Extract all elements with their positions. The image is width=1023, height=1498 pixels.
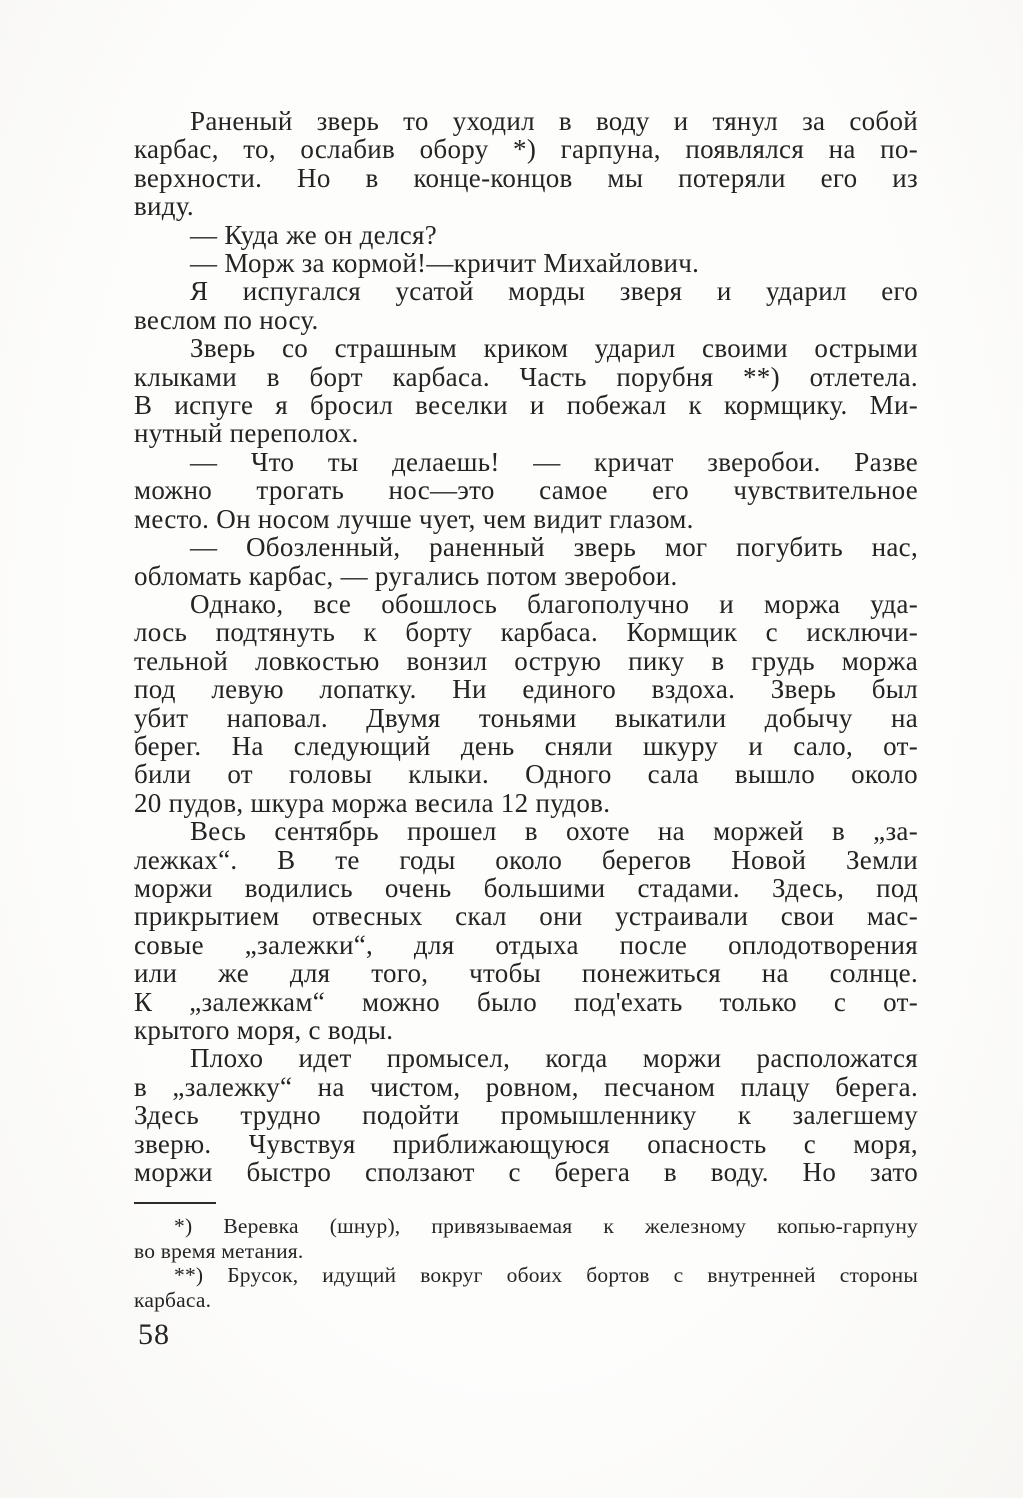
paragraph (134, 448, 918, 533)
text-line: Я испугался усатой морды зверя и ударил его (190, 276, 918, 307)
text-line: Зверь со страшным криком ударил своими острыми (190, 333, 918, 364)
paragraph (134, 1263, 918, 1312)
text-line: убит наповал. Двумя тоньями выкатили добычу на (134, 702, 918, 733)
text-line: Плохо идет промысел, когда моржи расположатся (190, 1043, 918, 1074)
paragraph (134, 277, 918, 334)
text-line: тельной ловкостью вонзил острую пику в грудь моржа (134, 645, 918, 676)
paragraph (134, 221, 918, 249)
text-line: моржи быстро сползают с берега в воду. Но зато (134, 1157, 918, 1188)
text-line: — Что ты делаешь! — кричат зверобои. Разве (190, 446, 918, 477)
text-line: Весь сентябрь прошел в охоте на моржей в „за- (190, 816, 918, 847)
text-line: место. Он носом лучше чует, чем видит глазом. (134, 503, 694, 534)
text-line: — Обозленный, раненный зверь мог погубить нас, (190, 532, 918, 563)
text-line: верхности. Но в конце-концов мы потеряли его из (134, 162, 918, 193)
text-line: били от головы клыки. Одного сала вышло около (134, 759, 918, 790)
text-line: моржи водились очень большими стадами. Здесь, под (134, 872, 918, 903)
text-line: нутный переполох. (134, 418, 359, 449)
paragraph (134, 334, 918, 448)
text-line: зверю. Чувствуя приближающуюся опасность с моря, (134, 1128, 918, 1159)
paragraph (134, 249, 918, 277)
page-body (134, 107, 918, 1186)
text-line: совые „залежки“, для отдыха после оплодотворения (134, 929, 918, 960)
text-line: веслом по носу. (134, 304, 319, 335)
paragraph (134, 590, 918, 817)
text-line: под левую лопатку. Ни единого вздоха. Зверь был (134, 674, 918, 705)
text-line: Раненый зверь то уходил в воду и тянул за собой (190, 106, 918, 136)
text-line: **) Брусок, идущий вокруг обоих бортов с внутренней стороны (174, 1263, 918, 1287)
text-line: *) Веревка (шнур), привязываемая к железному копью-гарпуну (174, 1214, 918, 1238)
text-line: Здесь трудно подойти промышленнику к залегшему (134, 1100, 918, 1131)
paragraph (134, 107, 918, 221)
footnote-separator (134, 1202, 216, 1204)
text-line: лежках“. В те годы около берегов Новой Земли (134, 844, 918, 875)
text-line: — Куда же он делся? (190, 219, 438, 250)
text-line: — Морж за кормой!—кричит Михайлович. (190, 248, 700, 279)
text-line: Однако, все обошлось благополучно и моржа уда- (190, 588, 918, 619)
text-line: клыками в борт карбаса. Часть порубня **) отлетела. (134, 361, 918, 392)
footnotes (134, 1214, 918, 1312)
text-line: К „залежкам“ можно было под'ехать только с от- (134, 986, 918, 1017)
page-number: 58 (138, 1318, 170, 1351)
text-line: или же для того, чтобы понежиться на солнце. (134, 958, 918, 989)
text-line: крытого моря, с воды. (134, 1015, 394, 1045)
text-line: виду. (134, 191, 194, 222)
paragraph (134, 817, 918, 1044)
text-line: карбас, то, ослабив обору *) гарпуна, появлялся на по- (134, 134, 918, 165)
text-line: в „залежку“ на чистом, ровном, песчаном плацу берега. (134, 1071, 918, 1102)
text-line: во время метания. (134, 1238, 304, 1263)
text-line: берег. На следующий день сняли шкуру и сало, от- (134, 730, 918, 761)
text-line: карбаса. (134, 1287, 212, 1312)
text-line: можно трогать нос—это самое его чувствительное (134, 475, 918, 506)
text-line: 20 пудов, шкура моржа весила 12 пудов. (134, 787, 611, 818)
paragraph (134, 1214, 918, 1263)
text-line: В испуге я бросил веселки и побежал к кормщику. Ми- (134, 390, 918, 421)
text-line: прикрытием отвесных скал они устраивали свои мас- (134, 901, 918, 932)
text-line: обломать карбас, — ругались потом зверобои. (134, 560, 678, 591)
paragraph (134, 533, 918, 590)
paragraph (134, 1044, 918, 1186)
text-line: лось подтянуть к борту карбаса. Кормщик с исключи- (134, 617, 918, 648)
